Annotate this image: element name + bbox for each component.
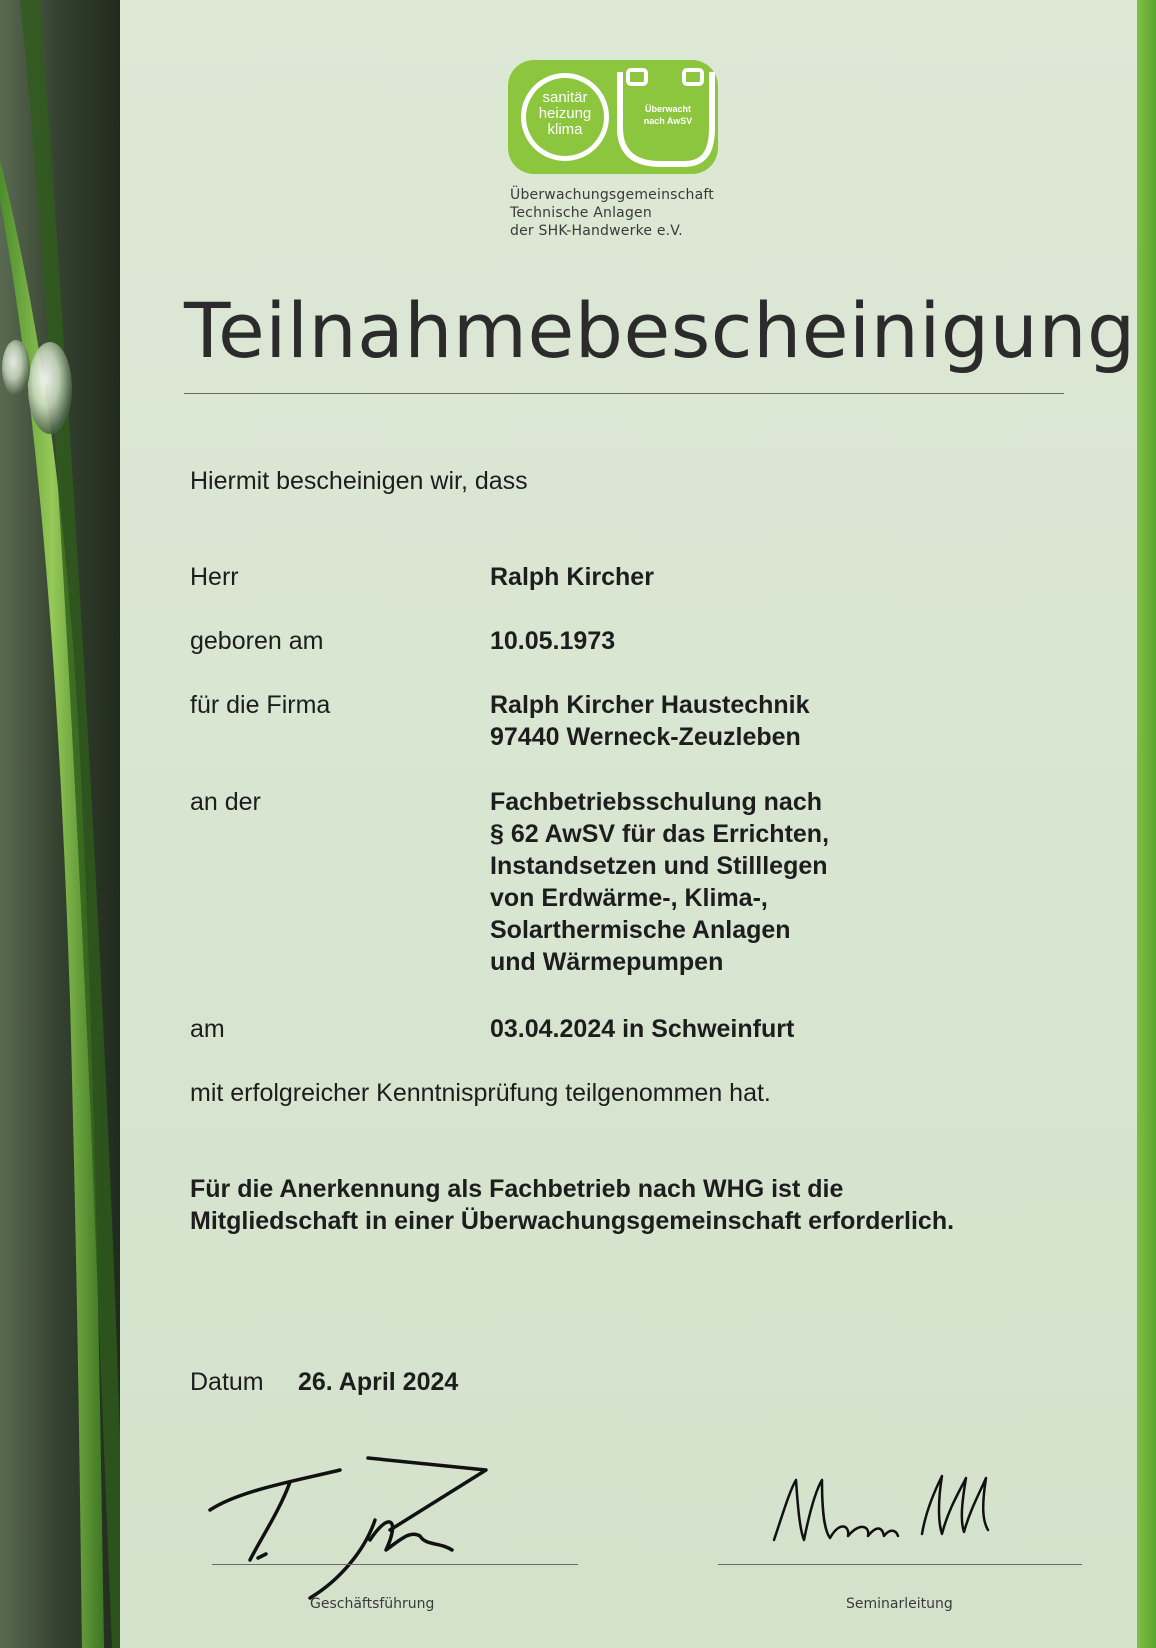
signature-line-left [212,1564,578,1565]
company-label: für die Firma [190,691,331,719]
logo-badge-2: nach AwSV [643,116,693,126]
green-edge-stripe [1137,0,1156,1648]
logo-badge-1: Überwacht [644,104,692,114]
grass-decoration [0,0,122,1648]
organization-name [510,186,714,240]
logo-text-2: heizung [538,105,592,122]
logo-text-1: sanitär [542,89,588,106]
course-line-4: von Erdwärme-, Klima-, [490,884,768,912]
issue-date-label: Datum [190,1368,264,1396]
course-line-1: Fachbetriebsschulung nach [490,788,823,816]
signature-right [770,1470,1010,1560]
closing-text: mit erfolgreicher Kenntnisprüfung teilgenommen hat. [190,1079,771,1107]
birth-label: geboren am [190,627,324,655]
issue-date-value: 26. April 2024 [298,1368,459,1396]
logo-text-3: klima [547,121,583,138]
company-line-1: Ralph Kircher Haustechnik [490,691,810,719]
course-line-3: Instandsetzen und Stilllegen [490,852,828,880]
salutation-label: Herr [190,563,239,591]
course-label: an der [190,788,261,816]
title-divider [184,393,1064,394]
intro-text: Hiermit bescheinigen wir, dass [190,467,528,495]
org-line: Überwachungsgemeinschaft [510,187,714,203]
certificate-title: Teilnahmebescheinigung [184,286,1136,375]
signature-label-right: Seminarleitung [846,1596,953,1612]
course-line-6: und Wärmepumpen [490,948,724,976]
person-name: Ralph Kircher [490,563,654,591]
signature-label-left: Geschäftsführung [310,1596,435,1612]
signature-left [200,1450,500,1600]
company-line-2: 97440 Werneck-Zeuzleben [490,723,801,751]
signature-line-right [718,1564,1082,1565]
birth-date: 10.05.1973 [490,627,616,655]
course-line-5: Solarthermische Anlagen [490,916,791,944]
date-place-label: am [190,1015,225,1043]
notice-line-1: Für die Anerkennung als Fachbetrieb nach WHG ist die [190,1175,844,1203]
date-place-value: 03.04.2024 in Schweinfurt [490,1015,795,1043]
org-line: der SHK-Handwerke e.V. [510,223,683,239]
course-line-2: § 62 AwSV für das Errichten, [490,820,830,848]
org-line: Technische Anlagen [510,205,652,221]
notice-line-2: Mitgliedschaft in einer Überwachungsgemeinschaft erforderlich. [190,1207,955,1235]
svshk-logo [508,60,718,174]
